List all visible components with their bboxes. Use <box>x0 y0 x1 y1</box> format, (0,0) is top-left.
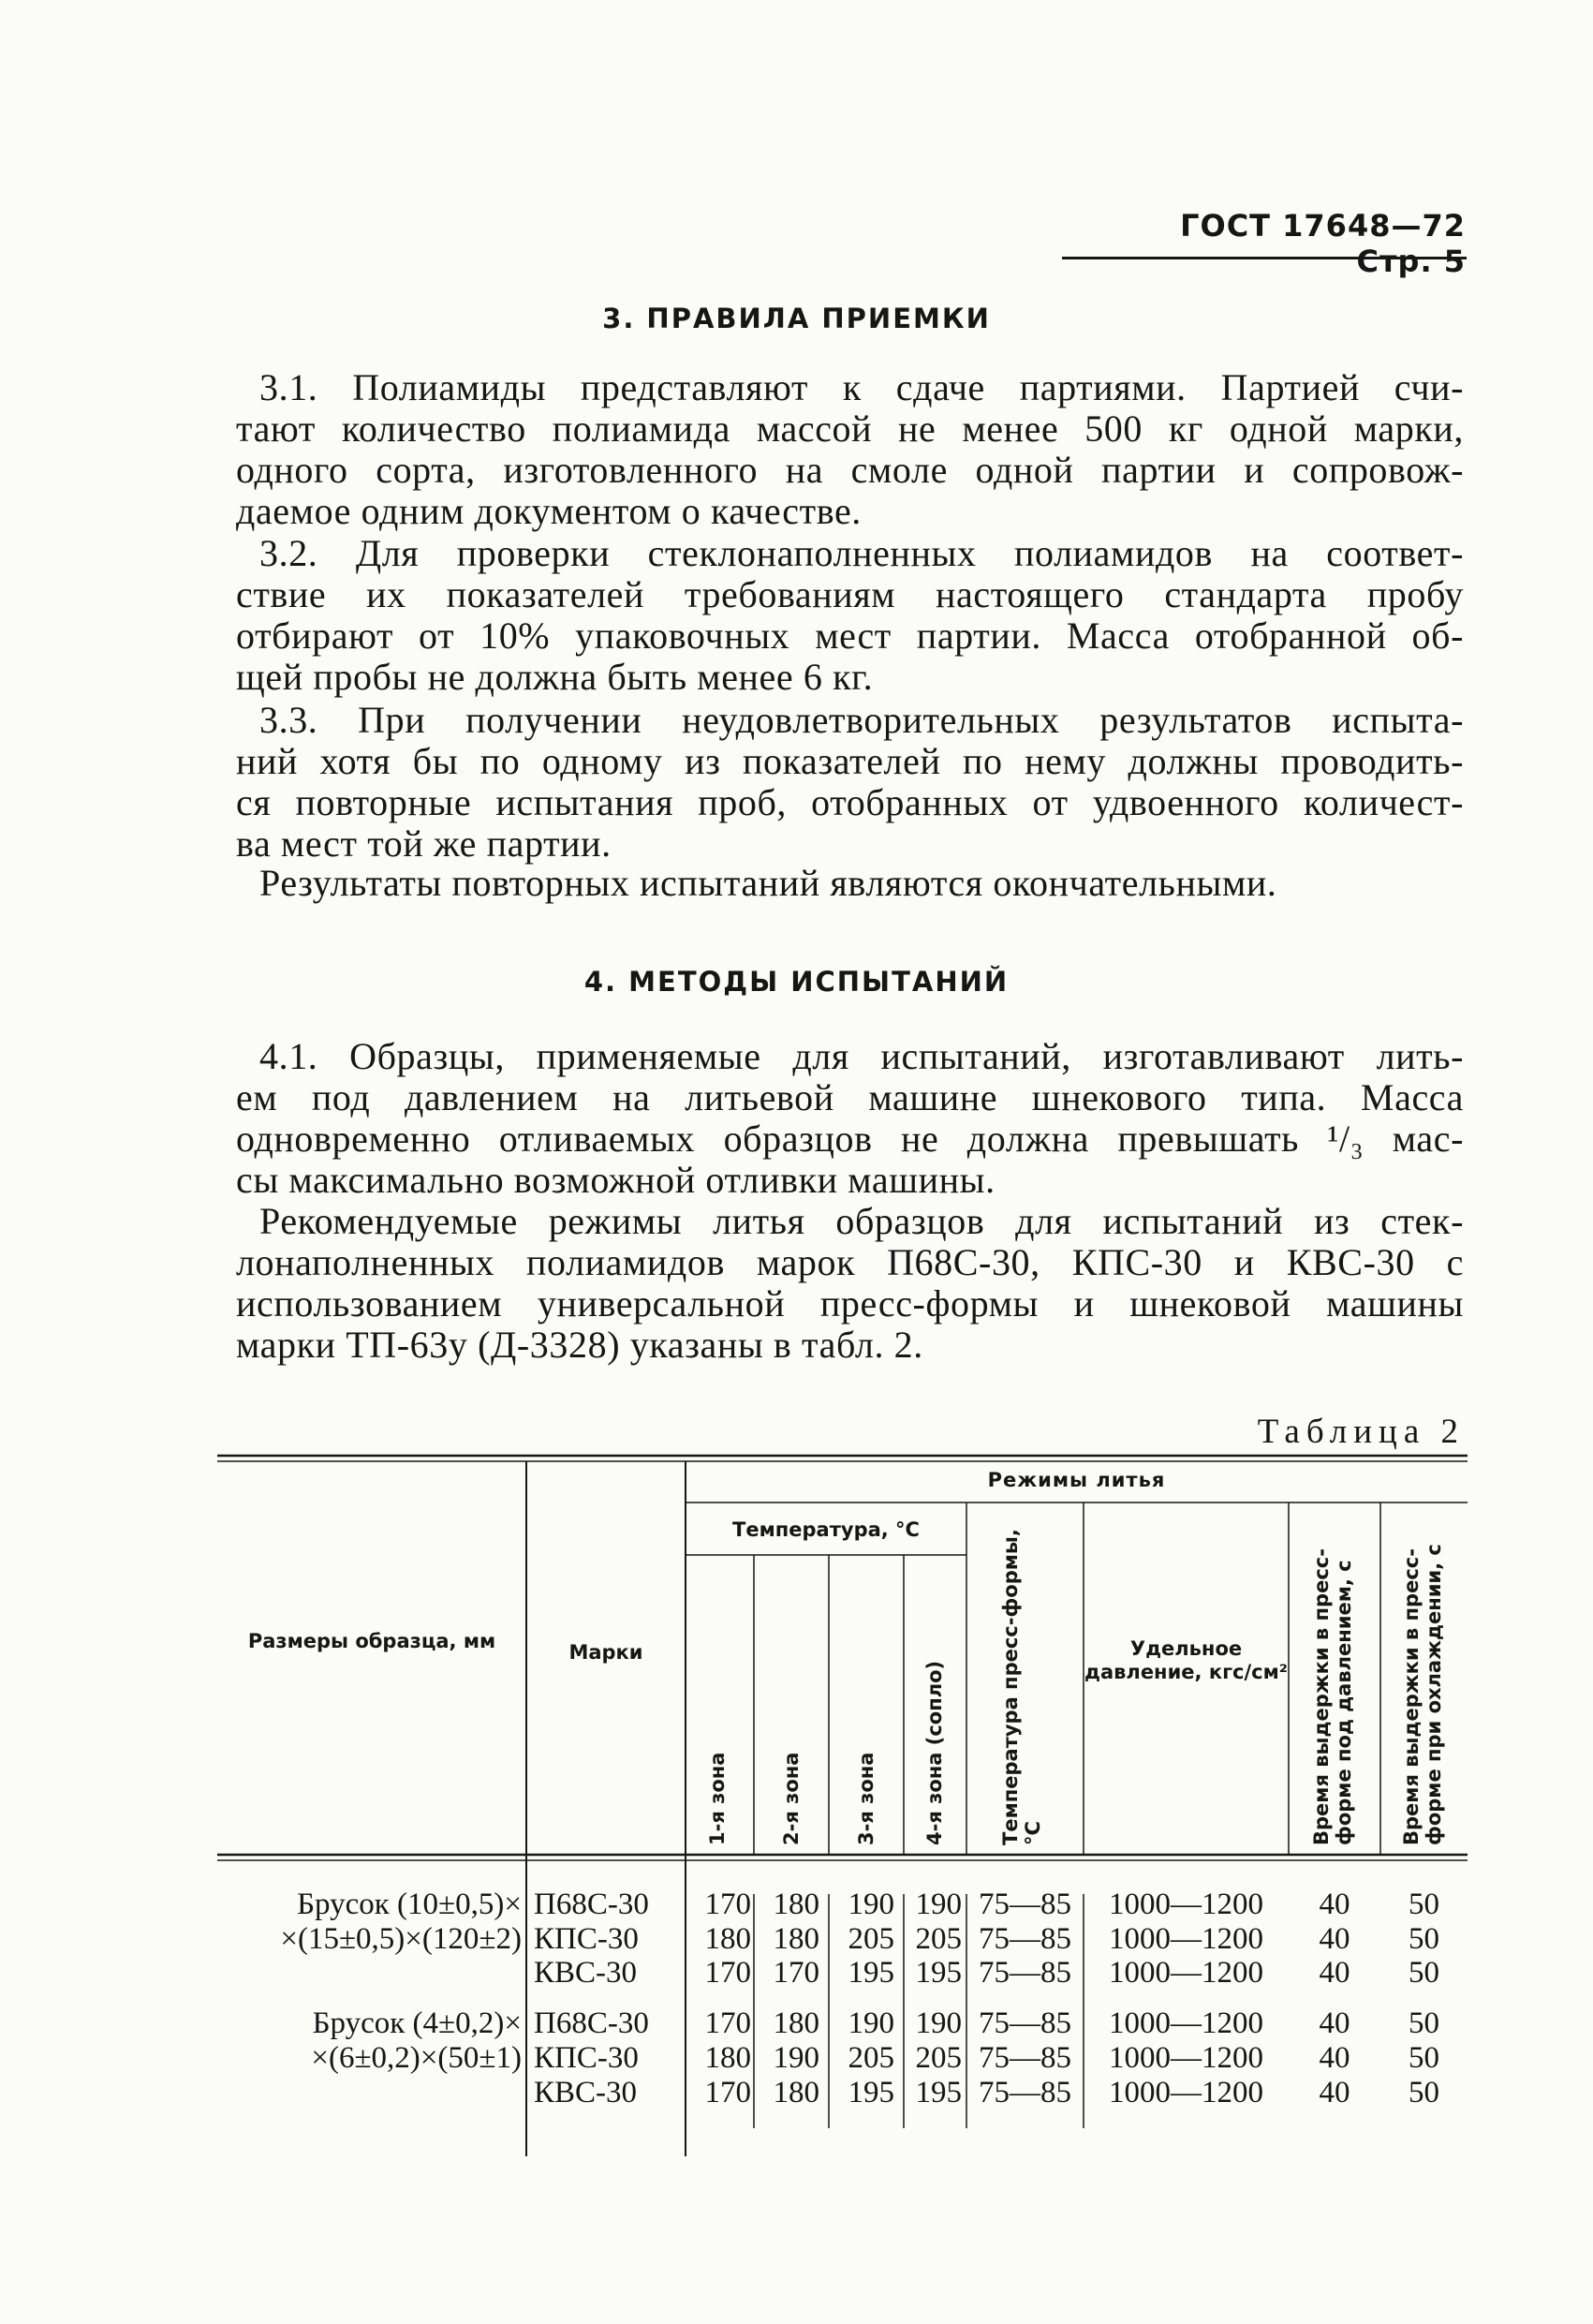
text-line: одного сорта, изготовленного на смоле одной партии и сопровож- <box>236 449 1464 491</box>
header-zone-2: 2-я зона <box>780 1752 803 1845</box>
paragraph-recommended-modes <box>213 1201 1464 1366</box>
cell-pressure: 1000—1200 <box>1109 2041 1263 2075</box>
cell-pressure: 1000—1200 <box>1109 2076 1263 2109</box>
cell-zone-4: 205 <box>915 1922 962 1956</box>
header-pressure: Удельное давление, кгс/см² <box>1084 1637 1288 1683</box>
section-3-heading: 3. ПРАВИЛА ПРИЕМКИ <box>602 303 991 334</box>
cell-hold-cooling: 50 <box>1409 2041 1439 2075</box>
cell-zone-4: 195 <box>915 2076 962 2109</box>
cell-zone-2: 180 <box>773 2076 819 2109</box>
cell-zone-3: 195 <box>848 1956 894 1990</box>
section-4-heading: 4. МЕТОДЫ ИСПЫТАНИЙ <box>583 966 1010 998</box>
header-grade: Марки <box>568 1641 643 1664</box>
cell-grade: КВС-30 <box>534 1956 638 1990</box>
cell-hold-pressure: 40 <box>1319 2006 1350 2040</box>
cell-zone-4: 190 <box>915 1887 962 1921</box>
text-line: ний хотя бы по одному из показателей по нему должны проводить- <box>236 740 1464 782</box>
cell-mold-temperature: 75—85 <box>979 1922 1071 1956</box>
cell-zone-1: 170 <box>704 2076 751 2109</box>
cell-pressure: 1000—1200 <box>1109 1956 1263 1990</box>
cell-hold-cooling: 50 <box>1409 2076 1439 2109</box>
cell-mold-temperature: 75—85 <box>979 1887 1071 1921</box>
header-zone-3: 3-я зона <box>855 1752 878 1845</box>
cell-grade: КПС-30 <box>534 1922 639 1956</box>
running-head: ГОСТ 17648—72 Стр. 5 <box>1180 208 1466 279</box>
cell-mold-temperature: 75—85 <box>979 2076 1071 2109</box>
text-line: одновременно отливаемых образцов не должна превышать ¹/₃ мас- <box>236 1118 1464 1160</box>
text-line: даемое одним документом о качестве. <box>236 490 862 532</box>
header-temperature: Температура, °С <box>732 1518 920 1541</box>
cell-hold-cooling: 50 <box>1409 1956 1439 1990</box>
cell-pressure: 1000—1200 <box>1109 2006 1263 2040</box>
text-line: ва мест той же партии. <box>236 822 612 865</box>
cell-zone-2: 180 <box>773 1887 819 1921</box>
size-line: ×(15±0,5)×(120±2) <box>280 1922 522 1956</box>
text-line: 4.1. Образцы, применяемые для испытаний, изготавливают лить- <box>259 1035 1464 1077</box>
cell-grade: КПС-30 <box>534 2041 639 2075</box>
size-line: Брусок (10±0,5)× <box>297 1887 522 1921</box>
cell-grade: П68С-30 <box>534 2006 649 2040</box>
header-mold-temperature: Температура пресс-формы, °С <box>999 1529 1044 1845</box>
text-line: Результаты повторных испытаний являются окончательными. <box>259 862 1277 904</box>
cell-zone-2: 170 <box>773 1956 819 1990</box>
text-line: ем под давлением на литьевой машине шнекового типа. Масса <box>236 1076 1464 1118</box>
cell-zone-3: 190 <box>848 1887 894 1921</box>
text-line: лонаполненных полиамидов марок П68С-30, КПС-30 и КВС-30 с <box>236 1241 1464 1283</box>
text-line: ствие их показателей требованиям настоящего стандарта пробу <box>236 573 1464 615</box>
cell-mold-temperature: 75—85 <box>979 1956 1071 1990</box>
cell-grade: П68С-30 <box>534 1887 649 1921</box>
text-line: ся повторные испытания проб, отобранных от удвоенного количест- <box>236 781 1464 823</box>
paragraph-3-1 <box>213 367 1464 532</box>
cell-zone-1: 180 <box>704 1922 751 1956</box>
cell-zone-4: 195 <box>915 1956 962 1990</box>
text-line: Рекомендуемые режимы литья образцов для испытаний из стек- <box>259 1200 1464 1242</box>
running-head-rule <box>1062 257 1467 259</box>
cell-zone-1: 170 <box>704 1887 751 1921</box>
text-line: щей пробы не должна быть менее 6 кг. <box>236 656 874 698</box>
cell-zone-3: 205 <box>848 1922 894 1956</box>
cell-hold-pressure: 40 <box>1319 2076 1350 2109</box>
cell-zone-1: 170 <box>704 2006 751 2040</box>
paragraph-3-3 <box>213 700 1464 865</box>
text-line: тают количество полиамида массой не менее 500 кг одной марки, <box>236 407 1464 450</box>
text-line: 3.2. Для проверки стеклонаполненных полиамидов на соответ- <box>259 532 1464 574</box>
cell-pressure: 1000—1200 <box>1109 1922 1263 1956</box>
cell-hold-pressure: 40 <box>1319 2041 1350 2075</box>
cell-zone-2: 180 <box>773 1922 819 1956</box>
size-line: ×(6±0,2)×(50±1) <box>311 2041 522 2075</box>
cell-mold-temperature: 75—85 <box>979 2006 1071 2040</box>
header-hold-cooling: Время выдержки в пресс-форме при охлаждении, с <box>1400 1544 1445 1845</box>
cell-hold-cooling: 50 <box>1409 2006 1439 2040</box>
text-line: сы максимально возможной отливки машины. <box>236 1159 996 1201</box>
cell-zone-1: 180 <box>704 2041 751 2075</box>
text-line: отбирают от 10% упаковочных мест партии. Масса отобранной об- <box>236 614 1464 657</box>
cell-zone-3: 205 <box>848 2041 894 2075</box>
header-zone-4: 4-я зона (сопло) <box>923 1660 946 1845</box>
cell-hold-pressure: 40 <box>1319 1887 1350 1921</box>
text-line: использованием универсальной пресс-формы и шнековой машины <box>236 1282 1464 1325</box>
paragraph-4-1 <box>213 1036 1464 1201</box>
cell-zone-4: 190 <box>915 2006 962 2040</box>
cell-zone-3: 190 <box>848 2006 894 2040</box>
header-zone-1: 1-я зона <box>706 1752 729 1845</box>
table-2 <box>217 1454 1468 2156</box>
cell-zone-3: 195 <box>848 2076 894 2109</box>
cell-zone-2: 190 <box>773 2041 819 2075</box>
cell-zone-1: 170 <box>704 1956 751 1990</box>
text-line: 3.1. Полиамиды представляют к сдаче партиями. Партией счи- <box>259 366 1464 408</box>
size-line: Брусок (4±0,2)× <box>312 2006 522 2040</box>
text-line: марки ТП-63у (Д-3328) указаны в табл. 2. <box>236 1324 923 1366</box>
paragraph-3-2 <box>213 533 1464 698</box>
cell-pressure: 1000—1200 <box>1109 1887 1263 1921</box>
table-caption: Таблица 2 <box>1257 1413 1465 1451</box>
header-size: Размеры образца, мм <box>247 1630 496 1652</box>
cell-zone-2: 180 <box>773 2006 819 2040</box>
header-modes: Режимы литья <box>987 1469 1166 1491</box>
cell-mold-temperature: 75—85 <box>979 2041 1071 2075</box>
header-hold-pressure: Время выдержки в пресс-форме под давлением, с <box>1310 1548 1355 1845</box>
cell-hold-cooling: 50 <box>1409 1922 1439 1956</box>
text-line: 3.3. При получении неудовлетворительных результатов испыта- <box>259 699 1464 741</box>
cell-hold-pressure: 40 <box>1319 1956 1350 1990</box>
cell-grade: КВС-30 <box>534 2076 638 2109</box>
paragraph-final-results <box>213 863 1464 904</box>
cell-hold-pressure: 40 <box>1319 1922 1350 1956</box>
cell-zone-4: 205 <box>915 2041 962 2075</box>
cell-hold-cooling: 50 <box>1409 1887 1439 1921</box>
